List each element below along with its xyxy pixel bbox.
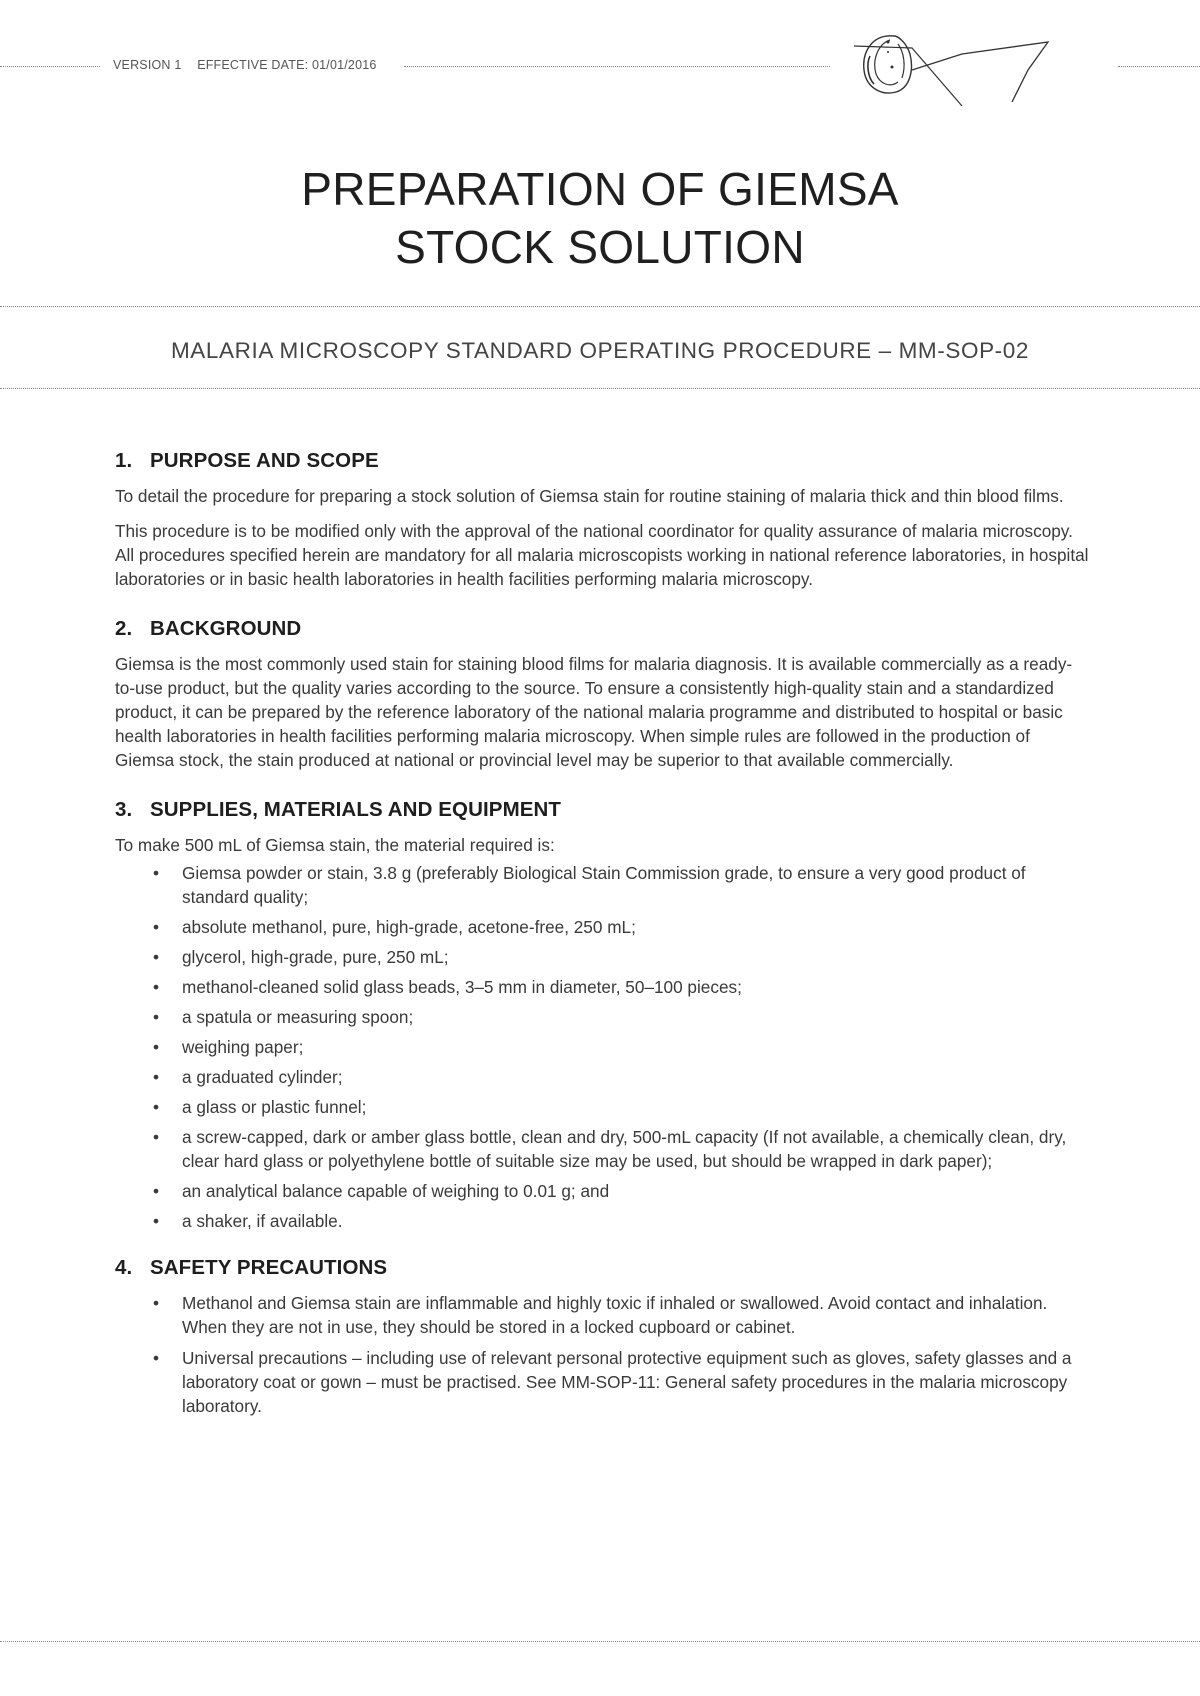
section-title: BACKGROUND: [150, 617, 302, 640]
list-item-text: • an analytical balance capable of weighing to 0.01 g; and: [182, 1181, 610, 1201]
document-body: [115, 448, 1090, 1443]
list-item: [115, 1209, 1090, 1233]
header-rule-right: [1118, 66, 1200, 67]
section-heading: [115, 1255, 1090, 1281]
section-title: SUPPLIES, MATERIALS AND EQUIPMENT: [150, 798, 562, 821]
paragraph: Giemsa is the most commonly used stain for staining blood films for malaria diagnosis. It is available commercially as a ready-to-use product, but the quality varies according to the source. To ensure a consistently high-quality stain and a standardized product, it can be prepared by the reference laboratory of the national malaria programme and distributed to hospital or basic health laboratories in health facilities performing malaria microscopy. When simple rules are followed in the production of Giemsa stock, the stain produced at national or provincial level may be superior to that available commercially.: [115, 654, 1073, 770]
list-item: [115, 915, 1090, 939]
list-item: [115, 1346, 1090, 1418]
effective-date: EFFECTIVE DATE: 01/01/2016: [197, 58, 377, 72]
section-heading: [115, 448, 1090, 474]
section-background: [115, 616, 1090, 772]
list-item: [115, 1065, 1090, 1089]
safety-list: [115, 1291, 1090, 1418]
list-item: [115, 945, 1090, 969]
section-heading: [115, 616, 1090, 642]
list-item-text: • Universal precautions – including use of relevant personal protective equipment such as gloves, safety glasses and a laboratory coat or gown – must be practised. See MM-SOP-11: General safety procedures in the malaria microscopy laboratory.: [182, 1348, 1072, 1416]
footer-rule: [0, 1641, 1200, 1642]
title-rule: [0, 306, 1200, 307]
section-title: SAFETY PRECAUTIONS: [150, 1256, 388, 1279]
materials-list: [115, 861, 1090, 1233]
section-number: 3.: [115, 798, 133, 821]
paragraph: This procedure is to be modified only with the approval of the national coordinator for quality assurance of malaria microscopy. All procedures specified herein are mandatory for all malaria microscopists working in national reference laboratories, in hospital laboratories or in basic health laboratories in health facilities performing malaria microscopy.: [115, 521, 1089, 589]
list-item-text: • weighing paper;: [182, 1037, 304, 1057]
section-heading: [115, 797, 1090, 823]
header-meta: [113, 58, 377, 72]
version-label: VERSION 1: [113, 58, 182, 72]
list-item-text: • Methanol and Giemsa stain are inflammable and highly toxic if inhaled or swallowed. Avoid contact and inhalation. When they are not in use, they should be stored in a locked cupboard or cabinet.: [182, 1293, 1048, 1337]
list-item: [115, 1179, 1090, 1203]
header-rule-middle: [404, 66, 830, 67]
section-number: 1.: [115, 449, 133, 472]
section-title: PURPOSE AND SCOPE: [150, 449, 379, 472]
list-item-text: • a graduated cylinder;: [182, 1067, 343, 1087]
list-item: [115, 1005, 1090, 1029]
section-number: 4.: [115, 1256, 133, 1279]
list-item-text: • Giemsa powder or stain, 3.8 g (preferably Biological Stain Commission grade, to ensure a very good product of standard quality;: [182, 863, 1026, 907]
signature-mark: [852, 30, 1072, 110]
list-intro: To make 500 mL of Giemsa stain, the material required is:: [115, 835, 555, 855]
section-safety-precautions: [115, 1255, 1090, 1418]
section-number: 2.: [115, 617, 133, 640]
section-purpose-and-scope: [115, 448, 1090, 591]
title-line-2: STOCK SOLUTION: [395, 221, 805, 273]
list-item-text: • a shaker, if available.: [182, 1211, 343, 1231]
section-supplies-materials-equipment: [115, 797, 1090, 1233]
list-item-text: • methanol-cleaned solid glass beads, 3–5 mm in diameter, 50–100 pieces;: [182, 977, 742, 997]
list-item: [115, 975, 1090, 999]
list-item: [115, 1125, 1090, 1173]
list-item-text: • a screw-capped, dark or amber glass bottle, clean and dry, 500-mL capacity (If not available, a chemically clean, dry, clear hard glass or polyethylene bottle of suitable size may be used, but should be wrapped in dark paper);: [182, 1127, 1067, 1171]
list-item-text: • a glass or plastic funnel;: [182, 1097, 367, 1117]
header-rule-left: [0, 66, 100, 67]
list-item: [115, 1095, 1090, 1119]
subtitle-rule: [0, 388, 1200, 389]
list-item: [115, 1291, 1090, 1339]
document-subtitle: MALARIA MICROSCOPY STANDARD OPERATING PROCEDURE – MM-SOP-02: [170, 338, 1030, 363]
list-item-text: • glycerol, high-grade, pure, 250 mL;: [182, 947, 449, 967]
page-title: [0, 160, 1200, 276]
list-item: [115, 861, 1090, 909]
list-item: [115, 1035, 1090, 1059]
title-line-1: PREPARATION OF GIEMSA: [301, 163, 899, 215]
paragraph: To detail the procedure for preparing a stock solution of Giemsa stain for routine staining of malaria thick and thin blood films.: [115, 486, 1064, 506]
list-item-text: • absolute methanol, pure, high-grade, acetone-free, 250 mL;: [182, 917, 636, 937]
list-item-text: • a spatula or measuring spoon;: [182, 1007, 414, 1027]
